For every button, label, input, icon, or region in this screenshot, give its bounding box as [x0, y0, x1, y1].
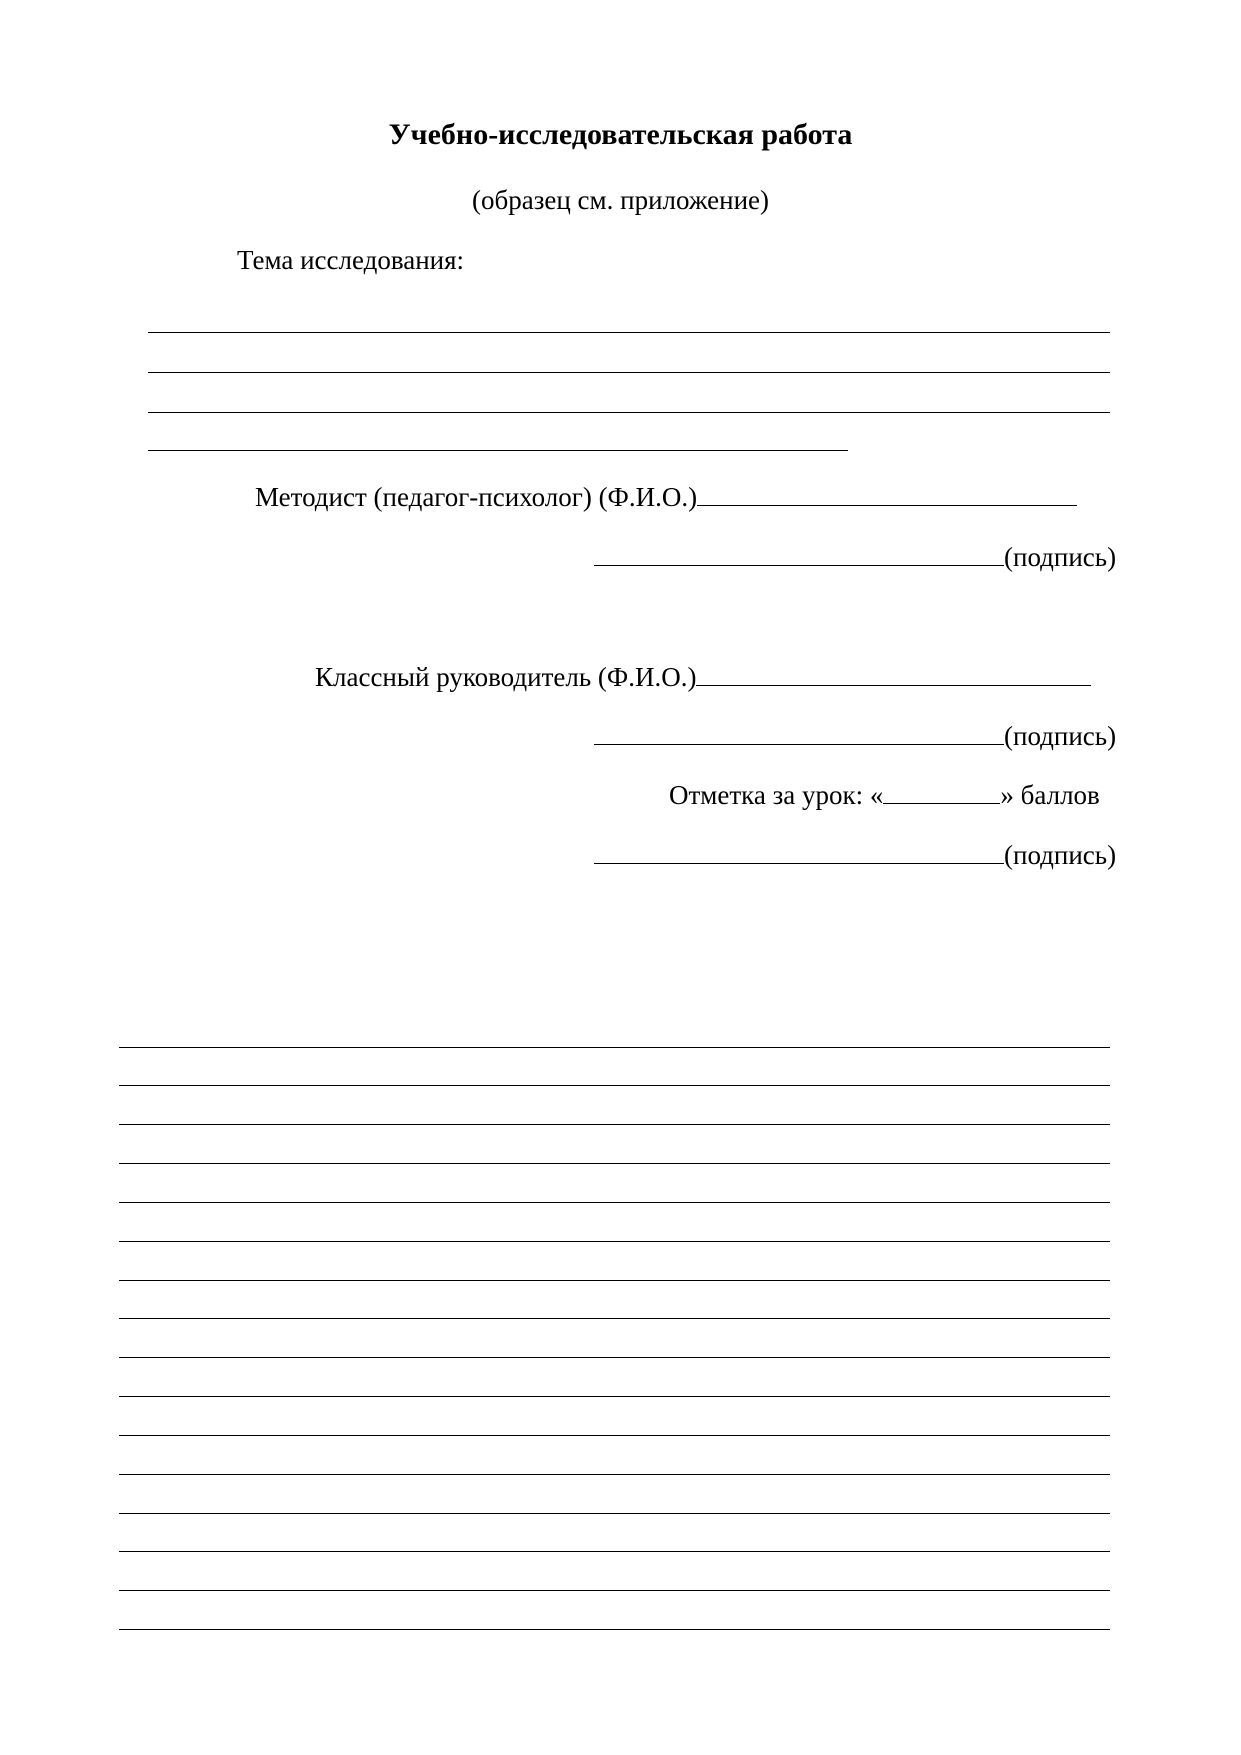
methodist-signature-row: [594, 541, 1116, 573]
methodist-row: [255, 481, 1077, 513]
notes-line[interactable]: [119, 1163, 1110, 1164]
topic-line[interactable]: [148, 372, 1110, 373]
topic-line[interactable]: [148, 450, 848, 451]
topic-label: Тема исследования:: [237, 245, 465, 275]
grade-signature-field[interactable]: [594, 839, 1004, 864]
methodist-signature-field[interactable]: [594, 541, 1004, 566]
document-title: Учебно-исследовательская работа: [388, 118, 853, 151]
notes-line[interactable]: [119, 1357, 1110, 1358]
class-teacher-signature-row: [594, 720, 1116, 752]
grade-signature-row: [594, 839, 1116, 871]
grade-prefix: Отметка за урок: «: [669, 780, 884, 810]
class-teacher-label: Классный руководитель (Ф.И.О.): [315, 662, 697, 692]
notes-line[interactable]: [119, 1124, 1110, 1125]
notes-line[interactable]: [119, 1241, 1110, 1242]
class-teacher-signature-field[interactable]: [594, 720, 1004, 745]
methodist-name-field[interactable]: [697, 481, 1077, 506]
notes-line[interactable]: [119, 1435, 1110, 1436]
grade-field[interactable]: [883, 779, 1000, 804]
notes-line[interactable]: [119, 1047, 1110, 1048]
methodist-label: Методист (педагог-психолог) (Ф.И.О.): [255, 482, 698, 512]
topic-line[interactable]: [148, 412, 1110, 413]
notes-line[interactable]: [119, 1396, 1110, 1397]
notes-line[interactable]: [119, 1590, 1110, 1591]
methodist-signature-label: (подпись): [1004, 542, 1117, 572]
grade-suffix: » баллов: [1000, 780, 1100, 810]
document-subtitle: (образец см. приложение): [472, 185, 769, 215]
notes-line[interactable]: [119, 1551, 1110, 1552]
notes-line[interactable]: [119, 1280, 1110, 1281]
class-teacher-row: [315, 661, 1091, 693]
grade-signature-label: (подпись): [1004, 840, 1117, 870]
notes-line[interactable]: [119, 1085, 1110, 1086]
notes-line[interactable]: [119, 1202, 1110, 1203]
class-teacher-name-field[interactable]: [696, 661, 1091, 686]
notes-line[interactable]: [119, 1629, 1110, 1630]
notes-line[interactable]: [119, 1474, 1110, 1475]
notes-line[interactable]: [119, 1318, 1110, 1319]
class-teacher-signature-label: (подпись): [1004, 721, 1117, 751]
grade-row: [669, 779, 1100, 811]
notes-line[interactable]: [119, 1513, 1110, 1514]
topic-line[interactable]: [148, 332, 1110, 333]
